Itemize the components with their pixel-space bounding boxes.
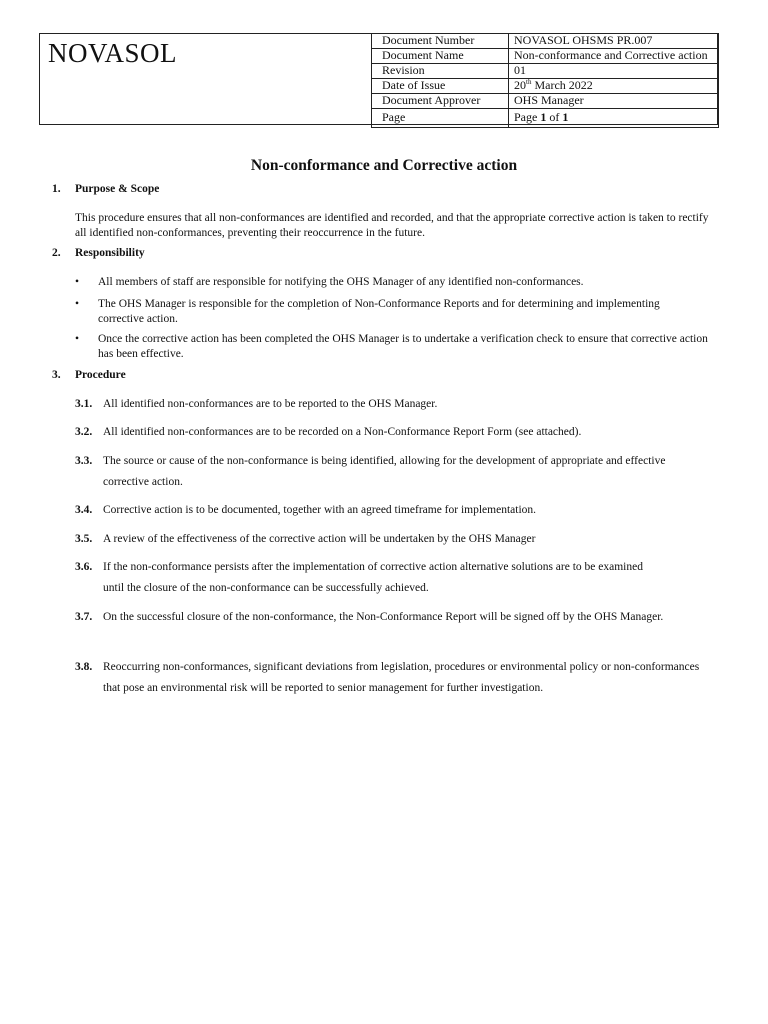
step-number: 3.3. xyxy=(75,455,93,467)
step-text: If the non-conformance persists after the implementation of corrective action alternative solutions are to be examined until the closure of the non-conformance can be successfully achieved. xyxy=(103,561,643,594)
section-heading-purpose xyxy=(52,183,159,195)
table-row xyxy=(372,34,719,49)
procedure-step xyxy=(75,451,715,493)
step-number: 3.6. xyxy=(75,561,93,573)
step-text: All identified non-conformances are to be reported to the OHS Manager. xyxy=(103,398,438,410)
table-row xyxy=(372,109,719,128)
procedure-step xyxy=(75,607,715,628)
section-heading-responsibility xyxy=(52,247,145,259)
step-text: All identified non-conformances are to be recorded on a Non-Conformance Report Form (see attached). xyxy=(103,426,582,438)
document-name-value: Non-conformance and Corrective action xyxy=(509,49,719,64)
step-number: 3.7. xyxy=(75,611,93,623)
section-title: Procedure xyxy=(75,369,126,381)
bullet-text: Once the corrective action has been completed the OHS Manager is to undertake a verification check to ensure that corrective action has been effective. xyxy=(98,333,708,360)
purpose-paragraph: This procedure ensures that all non-conformances are identified and recorded, and that the appropriate corrective action is taken to rectify all identified non-conformances, preventing their reoccurrence in the future. xyxy=(75,212,709,239)
procedure-step xyxy=(75,500,715,521)
page-of: of xyxy=(546,110,563,124)
procedure-step xyxy=(75,657,715,699)
revision-value: 01 xyxy=(509,64,719,79)
revision-label: Revision xyxy=(372,64,509,79)
procedure-step xyxy=(75,557,715,599)
bullet-text: The OHS Manager is responsible for the completion of Non-Conformance Reports and for determining and implementing corrective action. xyxy=(98,298,660,325)
bullet-mark: • xyxy=(75,298,80,310)
document-number-value: NOVASOL OHSMS PR.007 xyxy=(509,34,719,49)
table-row xyxy=(372,64,719,79)
date-ordinal: th xyxy=(526,78,532,86)
step-number: 3.8. xyxy=(75,661,93,673)
step-number: 3.2. xyxy=(75,426,93,438)
procedure-step xyxy=(75,422,715,443)
section-number: 2. xyxy=(52,247,61,259)
document-name-label: Document Name xyxy=(372,49,509,64)
document-approver-value: OHS Manager xyxy=(509,94,719,109)
document-approver-label: Document Approver xyxy=(372,94,509,109)
step-text: Corrective action is to be documented, together with an agreed timeframe for implementation. xyxy=(103,504,537,516)
step-number: 3.1. xyxy=(75,398,93,410)
bullet-mark: • xyxy=(75,333,80,345)
list-item xyxy=(75,332,715,362)
page-number: 1 xyxy=(540,110,547,124)
procedure-step xyxy=(75,529,715,550)
page-total: 1 xyxy=(562,110,569,124)
company-name: NOVASOL xyxy=(48,38,178,68)
bullet-text: All members of staff are responsible for notifying the OHS Manager of any identified non-conformances. xyxy=(98,276,584,288)
section-number: 1. xyxy=(52,183,61,195)
table-row xyxy=(372,79,719,94)
step-text: A review of the effectiveness of the corrective action will be undertaken by the OHS Manager xyxy=(103,533,536,545)
step-text: On the successful closure of the non-conformance, the Non-Conformance Report will be signed off by the OHS Manager. xyxy=(103,611,664,623)
date-month-year: March 2022 xyxy=(531,78,593,92)
document-header xyxy=(39,33,718,125)
section-number: 3. xyxy=(52,369,61,381)
table-row xyxy=(372,49,719,64)
table-row xyxy=(372,94,719,109)
date-of-issue-value xyxy=(509,79,719,94)
procedure-step xyxy=(75,394,715,415)
document-number-label: Document Number xyxy=(372,34,509,49)
list-item xyxy=(75,297,715,327)
document-title: Non-conformance and Corrective action xyxy=(250,157,518,174)
step-text: The source or cause of the non-conformance is being identified, allowing for the development of appropriate and effective corrective action. xyxy=(103,455,666,488)
page-value xyxy=(509,109,719,128)
date-of-issue-label: Date of Issue xyxy=(372,79,509,94)
section-heading-procedure xyxy=(52,369,126,381)
list-item xyxy=(75,275,715,290)
section-title: Purpose & Scope xyxy=(75,183,160,195)
bullet-mark: • xyxy=(75,276,80,288)
page-label: Page xyxy=(372,109,509,128)
document-control-table xyxy=(371,33,719,128)
date-day: 20 xyxy=(514,78,526,92)
page-word: Page xyxy=(514,110,541,124)
step-number: 3.4. xyxy=(75,504,93,516)
step-text: Reoccurring non-conformances, significant deviations from legislation, procedures or environmental policy or non-conformances that pose an environmental risk will be reported to senior management for further investigation. xyxy=(103,661,700,694)
step-number: 3.5. xyxy=(75,533,93,545)
section-title: Responsibility xyxy=(75,247,145,259)
